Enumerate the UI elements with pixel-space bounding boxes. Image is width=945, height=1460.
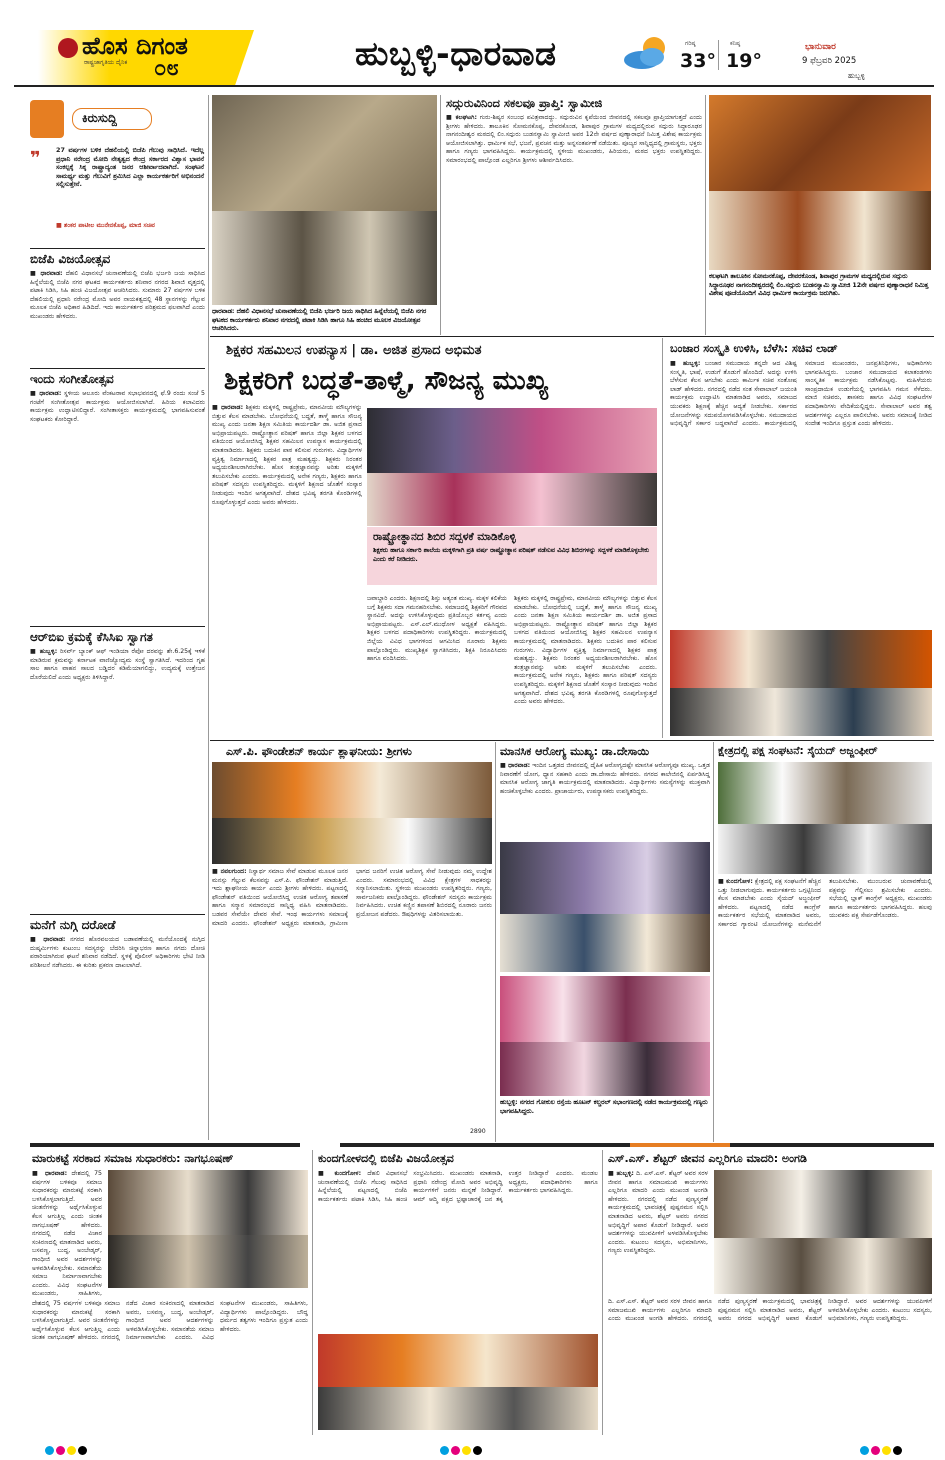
story-body-2: ■ ಹುಬ್ಬಳ್ಳಿ: ರಿಸರ್ವ್ ಬ್ಯಾಂಕ್ ಆಫ್ ಇಂಡಿಯಾ ರೆಪೋ ದರವನ್ನು ಶೇ.6.25ಕ್ಕೆ ಇಳಿಕೆ ಮಾಡಿರುವ ಕ್ರಮವನ್ನು ಕರ್ನಾಟಕ ವಾಣಿಜ್ಯೋದ್ಯಮ ಸಂಸ್ಥೆ ಸ್ವಾಗತಿಸಿದೆ. ಇದರಿಂದ ಗೃಹ ಸಾಲ ಹಾಗೂ ವಾಹನ ಸಾಲದ ಬಡ್ಡಿದರ ಕಡಿಮೆಯಾಗಲಿದ್ದು, ಉದ್ಯಮಕ್ಕೆ ಉತ್ತೇಜನ ದೊರೆಯಲಿದೆ ಎಂದು ಅಧ್ಯಕ್ಷರು ತಿಳಿಸಿದ್ದಾರೆ. (30, 648, 205, 681)
photo3-caption: ಕಲಘಟಗಿ ತಾಲೂಕಿನ ಸೋಮನಕೊಪ್ಪ, ದೇವರಕೊಂಡ, ಶಿವಾಪುರ ಗ್ರಾಮಗಳ ಮಧ್ಯದಲ್ಲಿರುವ ಸದ್ಗುರು ಸಿದ್ಧಾರೂಢರ ನಾಗನಂದೀಶ್ವರದಲ್ಲಿ ಲಿಂ.ಸದ್ಗುರು ಬುಡನಸ್ವಾಮಿ ಸ್ವಾಮೀಜಿ 12ನೇ ವರ್ಷದ ಪುಣ್ಯಾರಾಧನೆ ನಿಮಿತ್ತ ವಿಶೇಷ ಪೂಜೆಯೊಂದಿಗೆ ವಿವಿಧ ಧಾರ್ಮಿಕ ಕಾರ್ಯಕ್ರಮ ಜರುಗಿತು. (709, 273, 929, 298)
market-body-2: ದೇಶದಲ್ಲಿ 75 ವರ್ಷಗಳ ಬಳಿಕವೂ ಸಮಾಜ ಸುಧಾರಕರನ್ನು ಮಾರುಕಟ್ಟೆ ಸರಕಾಗಿ ಬಳಸಿಕೊಳ್ಳಲಾಗುತ್ತಿದೆ. ಅವರ ಚಿಂತನೆಗಳನ್ನು ಅರ್ಥೈಸಿಕೊಳ್ಳುವ ಕೆಲಸ ಆಗುತ್ತಿಲ್ಲ ಎಂದು ಚಿಂತಕ ನಾಗಭೂಷಣ್ ಹೇಳಿದರು. ನಗರದಲ್ಲಿ ನಡೆದ ವಿಚಾರ ಸಂಕಿರಣದಲ್ಲಿ ಮಾತನಾಡಿದ ಅವರು, ಬಸವಣ್ಣ, ಬುದ್ಧ, ಅಂಬೇಡ್ಕರ್, ಗಾಂಧೀಜಿ ಅವರ ಆದರ್ಶಗಳನ್ನು ಅಳವಡಿಸಿಕೊಳ್ಳಬೇಕು. ಸಮಾನತೆಯ ಸಮಾಜ ನಿರ್ಮಾಣವಾಗಬೇಕು ಎಂದರು. ವಿವಿಧ ಸಂಘಟನೆಗಳ ಮುಖಂಡರು, ಸಾಹಿತಿಗಳು, ವಿದ್ಯಾರ್ಥಿಗಳು ಪಾಲ್ಗೊಂಡಿದ್ದರು. ಬೌದ್ಧ ಧರ್ಮದ ತತ್ವಗಳು ಇಂದಿಗೂ ಪ್ರಸ್ತುತ ಎಂದು ಹೇಳಿದರು. (32, 1300, 308, 1342)
date-full: 9 ಫೆಬ್ರವರಿ 2025 (802, 56, 857, 66)
top-story-head: ಸದ್ಗುರುವಿನಿಂದ ಸಕಲವೂ ಪ್ರಾಪ್ತಿ: ಸ್ವಾಮೀಜಿ (446, 96, 603, 110)
story-head-3: ಮನೆಗೆ ನುಗ್ಗಿ ದರೋಡೆ (30, 918, 116, 932)
top-story-body: ■ ಕಲಘಟಗಿ: ಗುರು-ಶಿಷ್ಯರ ಸಂಬಂಧ ಪವಿತ್ರವಾದದ್ದು. ಸದ್ಗುರುವಿನ ಕೃಪೆಯಿಂದ ಜೀವನದಲ್ಲಿ ಸಕಲವೂ ಪ್ರಾಪ್ತಿಯಾಗುತ್ತದೆ ಎಂದು ಶ್ರೀಗಳು ಹೇಳಿದರು. ತಾಲೂಕಿನ ಸೋಮನಕೊಪ್ಪ, ದೇವರಕೊಂಡ, ಶಿವಾಪುರ ಗ್ರಾಮಗಳ ಮಧ್ಯದಲ್ಲಿರುವ ಸದ್ಗುರು ಸಿದ್ಧಾರೂಢರ ನಾಗನಂದೀಶ್ವರ ಮಠದಲ್ಲಿ ಲಿಂ.ಸದ್ಗುರು ಬುಡನಸ್ವಾಮಿ ಸ್ವಾಮೀಜಿ ಅವರ 12ನೇ ವರ್ಷದ ಪುಣ್ಯಾರಾಧನೆ ನಿಮಿತ್ತ ವಿಶೇಷ ಕಾರ್ಯಕ್ರಮ ಆಯೋಜಿಸಲಾಗಿತ್ತು. ಧಾರ್ಮಿಕ ಸಭೆ, ಭಜನೆ, ಪ್ರವಚನ ಮತ್ತು ಅನ್ನಸಂತರ್ಪಣೆ ನಡೆಯಿತು. ಪೂಜ್ಯರ ಸಾನ್ನಿಧ್ಯದಲ್ಲಿ ಗ್ರಾಮಸ್ಥರು, ಭಕ್ತರು ಹಾಗೂ ಗಣ್ಯರು ಭಾಗವಹಿಸಿದ್ದರು. ಕಾರ್ಯಕ್ರಮದಲ್ಲಿ ಸ್ಥಳೀಯ ಮುಖಂಡರು, ಹಿರಿಯರು, ಮಠದ ಭಕ್ತರು ಉಪಸ್ಥಿತರಿದ್ದರು. ಸಮಾರಂಭದಲ್ಲಿ ಪಾಲ್ಗೊಂಡ ಎಲ್ಲರಿಗೂ ಶ್ರೀಗಳು ಆಶೀರ್ವದಿಸಿದರು. (446, 114, 702, 164)
temp-max-label: ಗರಿಷ್ಠ (685, 40, 696, 47)
sp-foundation-head: ಎಸ್.ಪಿ. ಫೌಂಡೇಶನ್ ಕಾರ್ಯ ಶ್ಲಾಘನೀಯ: ಶ್ರೀಗಳು (226, 745, 412, 758)
lead-photo-caption-box (367, 527, 657, 585)
story-body-3: ■ ಧಾರವಾಡ: ನಗರದ ಹೊರವಲಯದ ಬಡಾವಣೆಯಲ್ಲಿ ಮನೆಯೊಂದಕ್ಕೆ ನುಗ್ಗಿದ ದುಷ್ಕರ್ಮಿಗಳು ಕುಟುಂಬ ಸದಸ್ಯರನ್ನು ಬೆದರಿಸಿ ಚಿನ್ನಾಭರಣ ಹಾಗೂ ನಗದು ದೋಚಿ ಪರಾರಿಯಾಗಿರುವ ಘಟನೆ ಶನಿವಾರ ನಡೆದಿದೆ. ಸ್ಥಳಕ್ಕೆ ಪೊಲೀಸ್ ಅಧಿಕಾರಿಗಳು ಭೇಟಿ ನೀಡಿ ಪರಿಶೀಲನೆ ನಡೆಸಿದರು. ಈ ಕುರಿತು ಪ್ರಕರಣ ದಾಖಲಾಗಿದೆ. (30, 936, 205, 969)
shettar-body: ■ ಹುಬ್ಬಳ್ಳಿ: ದಿ. ಎಸ್.ಎಸ್. ಶೆಟ್ಟರ್ ಅವರ ಸರಳ ಜೀವನ ಹಾಗೂ ಸಮಾಜಮುಖಿ ಕಾರ್ಯಗಳು ಎಲ್ಲರಿಗೂ ಮಾದರಿ ಎಂದು ಮುಖಂಡ ಅಂಗಡಿ ಹೇಳಿದರು. ನಗರದಲ್ಲಿ ನಡೆದ ಪುಣ್ಯಸ್ಮರಣೆ ಕಾರ್ಯಕ್ರಮದಲ್ಲಿ ಭಾವಚಿತ್ರಕ್ಕೆ ಪುಷ್ಪನಮನ ಸಲ್ಲಿಸಿ ಮಾತನಾಡಿದ ಅವರು, ಶೆಟ್ಟರ್ ಅವರು ನಗರದ ಅಭಿವೃದ್ಧಿಗೆ ಅಪಾರ ಕೊಡುಗೆ ನೀಡಿದ್ದಾರೆ. ಅವರ ಆದರ್ಶಗಳನ್ನು ಯುವಪೀಳಿಗೆ ಅಳವಡಿಸಿಕೊಳ್ಳಬೇಕು ಎಂದರು. ಕುಟುಂಬ ಸದಸ್ಯರು, ಅಭಿಮಾನಿಗಳು, ಗಣ್ಯರು ಉಪಸ್ಥಿತರಿದ್ದರು. (608, 1170, 708, 1255)
temp-max: 33° (680, 50, 716, 72)
kundgol-body: ■ ಕುಂದಗೋಳ: ದೆಹಲಿ ವಿಧಾನಸಭೆ ಚುನಾವಣೆಯಲ್ಲಿ ಬಿಜೆಪಿ ಗೆಲುವು ಸಾಧಿಸಿದ ಹಿನ್ನೆಲೆಯಲ್ಲಿ ಪಟ್ಟಣದಲ್ಲಿ ಬಿಜೆಪಿ ಕಾರ್ಯಕರ್ತರು ಪಟಾಕಿ ಸಿಡಿಸಿ, ಸಿಹಿ ಹಂಚಿ ಸಂಭ್ರಮಿಸಿದರು. ಮುಖಂಡರು ಮಾತನಾಡಿ, ಪ್ರಧಾನಿ ನರೇಂದ್ರ ಮೋದಿ ಅವರ ಅಭಿವೃದ್ಧಿ ಕಾರ್ಯಗಳಿಗೆ ಜನರು ಮನ್ನಣೆ ನೀಡಿದ್ದಾರೆ. ಆಮ್ ಆದ್ಮಿ ಪಕ್ಷದ ಭ್ರಷ್ಟಾಚಾರಕ್ಕೆ ಜನ ತಕ್ಕ ಉತ್ತರ ನೀಡಿದ್ದಾರೆ ಎಂದರು. ಮಂಡಲ ಅಧ್ಯಕ್ಷರು, ಪದಾಧಿಕಾರಿಗಳು ಹಾಗೂ ಕಾರ್ಯಕರ್ತರು ಭಾಗವಹಿಸಿದ್ದರು. (318, 1170, 598, 1203)
lead-body-3: ಶಿಕ್ಷಕರು ಮಕ್ಕಳಲ್ಲಿ ರಾಷ್ಟ್ರಪ್ರೇಮ, ಮಾನವೀಯ ಮೌಲ್ಯಗಳನ್ನು ಬಿತ್ತುವ ಕೆಲಸ ಮಾಡಬೇಕು. ಬೋಧನೆಯಲ್ಲಿ ಬದ್ಧತೆ, ತಾಳ್ಮೆ ಹಾಗೂ ಸೌಜನ್ಯ ಮುಖ್ಯ ಎಂದು ಜನತಾ ಶಿಕ್ಷಣ ಸಮಿತಿಯ ಕಾರ್ಯದರ್ಶಿ ಡಾ. ಅಜಿತ ಪ್ರಸಾದ ಅಭಿಪ್ರಾಯಪಟ್ಟರು. ರಾಷ್ಟ್ರೋತ್ಥಾನ ಪರಿಷತ್ ಹಾಗೂ ಜಿಲ್ಲಾ ಶಿಕ್ಷಕರ ಬಳಗದ ವತಿಯಿಂದ ಆಯೋಜಿಸಿದ್ದ ಶಿಕ್ಷಕರ ಸಹಮಿಲನ ಉಪನ್ಯಾಸ ಕಾರ್ಯಕ್ರಮದಲ್ಲಿ ಮಾತನಾಡಿದರು. ಶಿಕ್ಷಕರು ಬದುಕಿನ ಪಾಠ ಕಲಿಸುವ ಗುರುಗಳು. ವಿದ್ಯಾರ್ಥಿಗಳ ವ್ಯಕ್ತಿತ್ವ ನಿರ್ಮಾಣದಲ್ಲಿ ಶಿಕ್ಷಕರ ಪಾತ್ರ ಮಹತ್ವದ್ದು. ಶಿಕ್ಷಕರು ನಿರಂತರ ಅಧ್ಯಯನಶೀಲರಾಗಿರಬೇಕು. ಹೊಸ ತಂತ್ರಜ್ಞಾನವನ್ನು ಅರಿತು ಮಕ್ಕಳಿಗೆ ತಲುಪಿಸಬೇಕು ಎಂದರು. ಕಾರ್ಯಕ್ರಮದಲ್ಲಿ ಅನೇಕ ಗಣ್ಯರು, ಶಿಕ್ಷಕರು ಹಾಗೂ ಪರಿಷತ್ ಸದಸ್ಯರು ಉಪಸ್ಥಿತರಿದ್ದರು. ಮಕ್ಕಳಿಗೆ ಶಿಕ್ಷಣದ ಜೊತೆಗೆ ಸಂಸ್ಕಾರ ನೀಡುವುದು ಇಂದಿನ ಅಗತ್ಯವಾಗಿದೆ. ದೇಶದ ಭವಿಷ್ಯ ತರಗತಿ ಕೊಠಡಿಗಳಲ್ಲಿ ರೂಪುಗೊಳ್ಳುತ್ತದೆ ಎಂದು ಅವರು ಹೇಳಿದರು. (514, 595, 657, 706)
story-head-2: ಆರ್‌ಬಿಐ ಕ್ರಮಕ್ಕೆ ಕೆಸಿಸಿಐ ಸ್ವಾಗತ (30, 630, 153, 644)
date-day: ಭಾನುವಾರ (805, 42, 836, 52)
lead-body-2: ಜವಾಬ್ದಾರಿ ಎಂದರು. ಶಿಕ್ಷಣದಲ್ಲಿ ಶಿಸ್ತು ಅತ್ಯಂತ ಮುಖ್ಯ. ಮಕ್ಕಳ ಕಲಿಕೆಯ ಬಗ್ಗೆ ಶಿಕ್ಷಕರು ಸದಾ ಗಮನಹರಿಸಬೇಕು. ಸಮಾಜದಲ್ಲಿ ಶಿಕ್ಷಕರಿಗೆ ಗೌರವದ ಸ್ಥಾನವಿದೆ. ಅದನ್ನು ಉಳಿಸಿಕೊಳ್ಳುವುದು ಪ್ರತಿಯೊಬ್ಬರ ಕರ್ತವ್ಯ ಎಂದು ಅಭಿಪ್ರಾಯಪಟ್ಟರು. ಎಸ್.ಎಲ್.ಮುಧೋಳ ಅಧ್ಯಕ್ಷತೆ ವಹಿಸಿದ್ದರು. ಶಿಕ್ಷಕರ ಬಳಗದ ಪದಾಧಿಕಾರಿಗಳು ಉಪಸ್ಥಿತರಿದ್ದರು. ಕಾರ್ಯಕ್ರಮದಲ್ಲಿ ಜಿಲ್ಲೆಯ ವಿವಿಧ ಭಾಗಗಳಿಂದ ಆಗಮಿಸಿದ ನೂರಾರು ಶಿಕ್ಷಕರು ಪಾಲ್ಗೊಂಡಿದ್ದರು. ಮುಖ್ಯಶಿಕ್ಷಕ ಸ್ವಾಗತಿಸಿದರು, ಶಿಕ್ಷಕಿ ನಿರೂಪಿಸಿದರು ಹಾಗೂ ವಂದಿಸಿದರು. (367, 595, 507, 663)
lead-kicker: ಶಿಕ್ಷಕರ ಸಹಮಿಲನ ಉಪನ್ಯಾಸ | ಡಾ. ಅಜಿತ ಪ್ರಸಾದ ಅಭಿಮತ (226, 343, 482, 358)
photo-group (500, 976, 710, 1096)
photo1-caption: ಧಾರವಾಡ: ದೆಹಲಿ ವಿಧಾನಸಭೆ ಚುನಾವಣೆಯಲ್ಲಿ ಬಿಜೆಪಿ ಭರ್ಜರಿ ಜಯ ಸಾಧಿಸಿದ ಹಿನ್ನೆಲೆಯಲ್ಲಿ ಬಿಜೆಪಿ ನಗರ ಘಟಕದ ಕಾರ್ಯಕರ್ತರು ಶನಿವಾರ ನಗರದಲ್ಲಿ ಪಟಾಕಿ ಸಿಡಿಸಿ ಹಾಗೂ ಸಿಹಿ ಹಂಚಿದ ಮೂಲಕ ವಿಜಯೋತ್ಸವ ಆಚರಿಸಿದರು. (212, 308, 427, 333)
lead-headline: ಶಿಕ್ಷಕರಿಗೆ ಬದ್ಧತೆ-ತಾಳ್ಮೆ, ಸೌಜನ್ಯ ಮುಖ್ಯ (224, 366, 549, 396)
emblem-icon (58, 38, 78, 58)
mental-health-caption: ಹುಬ್ಬಳ್ಳಿ: ನಗರದ ಗೋಕುಲ ರಸ್ತೆಯ ಹೂಟನ್ ಕಲ್ಚರಲ್ ಸಭಾಂಗಣದಲ್ಲಿ ನಡೆದ ಕಾರ್ಯಕ್ರಮದಲ್ಲಿ ಗಣ್ಯರು ಭಾಗವಹಿಸಿದ್ದರು. (500, 1099, 708, 1115)
page-number: ೦೮ (154, 56, 179, 81)
banjara-body: ■ ಹುಬ್ಬಳ್ಳಿ: ಬಂಜಾರ ಸಮುದಾಯ ತನ್ನದೇ ಆದ ವಿಶಿಷ್ಟ ಸಂಸ್ಕೃತಿ, ಭಾಷೆ, ಉಡುಗೆ ತೊಡುಗೆ ಹೊಂದಿದೆ. ಅದನ್ನು ಉಳಿಸಿ ಬೆಳೆಸುವ ಕೆಲಸ ಆಗಬೇಕು ಎಂದು ಕಾರ್ಮಿಕ ಸಚಿವ ಸಂತೋಷ ಲಾಡ್ ಹೇಳಿದರು. ನಗರದಲ್ಲಿ ನಡೆದ ಸಂತ ಸೇವಾಲಾಲ್ ಜಯಂತಿ ಕಾರ್ಯಕ್ರಮ ಉದ್ಘಾಟಿಸಿ ಮಾತನಾಡಿದ ಅವರು, ಸಮಾಜದ ಯುವಕರು ಶಿಕ್ಷಣಕ್ಕೆ ಹೆಚ್ಚಿನ ಆದ್ಯತೆ ನೀಡಬೇಕು. ಸರ್ಕಾರದ ಯೋಜನೆಗಳನ್ನು ಸದುಪಯೋಗಪಡಿಸಿಕೊಳ್ಳಬೇಕು. ಸಮುದಾಯದ ಅಭಿವೃದ್ಧಿಗೆ ಸರ್ಕಾರ ಬದ್ಧವಾಗಿದೆ ಎಂದರು. ಕಾರ್ಯಕ್ರಮದಲ್ಲಿ ಸಮಾಜದ ಮುಖಂಡರು, ಜನಪ್ರತಿನಿಧಿಗಳು, ಅಧಿಕಾರಿಗಳು ಭಾಗವಹಿಸಿದ್ದರು. ಬಂಜಾರ ಸಮುದಾಯದ ಕಲಾತಂಡಗಳು ಸಾಂಸ್ಕೃತಿಕ ಕಾರ್ಯಕ್ರಮ ನಡೆಸಿಕೊಟ್ಟವು. ಮಹಿಳೆಯರು ಸಾಂಪ್ರದಾಯಿಕ ಉಡುಗೆಯಲ್ಲಿ ಭಾಗವಹಿಸಿ ಗಮನ ಸೆಳೆದರು. ಮಾಜಿ ಸಚಿವರು, ಶಾಸಕರು ಹಾಗೂ ವಿವಿಧ ಸಂಘಟನೆಗಳ ಪದಾಧಿಕಾರಿಗಳು ವೇದಿಕೆಯಲ್ಲಿದ್ದರು. ಸೇವಾಲಾಲ್ ಅವರ ತತ್ವ ಆದರ್ಶಗಳನ್ನು ಎಲ್ಲರೂ ಪಾಲಿಸಬೇಕು. ಅವರು ಸಮಾಜಕ್ಕೆ ನೀಡಿದ ಸಂದೇಶ ಇಂದಿಗೂ ಪ್ರಸ್ತುತ ಎಂದು ಹೇಳಿದರು. (670, 360, 932, 428)
masthead-logo (14, 30, 254, 86)
photo-sp-foundation (212, 762, 492, 864)
photo-bjp-celebration (212, 95, 437, 305)
sp-foundation-body: ■ ನವಲಗುಂದ: ನಿಸ್ವಾರ್ಥ ಸಮಾಜ ಸೇವೆ ಮಾಡುವ ಮೂಲಕ ಜನರ ಮನಸ್ಸು ಗೆಲ್ಲುವ ಕೆಲಸವನ್ನು ಎಸ್.ಪಿ. ಫೌಂಡೇಶನ್ ಮಾಡುತ್ತಿದೆ. ಇದು ಶ್ಲಾಘನೀಯ ಕಾರ್ಯ ಎಂದು ಶ್ರೀಗಳು ಹೇಳಿದರು. ಪಟ್ಟಣದಲ್ಲಿ ಫೌಂಡೇಶನ್ ವತಿಯಿಂದ ಆಯೋಜಿಸಿದ್ದ ಉಚಿತ ಆರೋಗ್ಯ ತಪಾಸಣೆ ಹಾಗೂ ಸನ್ಮಾನ ಸಮಾರಂಭದ ಸಾನ್ನಿಧ್ಯ ವಹಿಸಿ ಮಾತನಾಡಿದರು. ಬಡವರ ಸೇವೆಯೇ ದೇವರ ಸೇವೆ. ಇಂಥ ಕಾರ್ಯಗಳು ಸಮಾಜಕ್ಕೆ ಮಾದರಿ ಎಂದರು. ಫೌಂಡೇಶನ್ ಅಧ್ಯಕ್ಷರು ಮಾತನಾಡಿ, ಗ್ರಾಮೀಣ ಭಾಗದ ಜನರಿಗೆ ಉಚಿತ ಆರೋಗ್ಯ ಸೇವೆ ನೀಡುವುದು ನಮ್ಮ ಉದ್ದೇಶ ಎಂದರು. ಸಮಾರಂಭದಲ್ಲಿ ವಿವಿಧ ಕ್ಷೇತ್ರಗಳ ಸಾಧಕರನ್ನು ಸನ್ಮಾನಿಸಲಾಯಿತು. ಸ್ಥಳೀಯ ಮುಖಂಡರು ಉಪಸ್ಥಿತರಿದ್ದರು. ಗಣ್ಯರು, ಸಾರ್ವಜನಿಕರು ಪಾಲ್ಗೊಂಡಿದ್ದರು. ಫೌಂಡೇಶನ್ ಸದಸ್ಯರು ಕಾರ್ಯಕ್ರಮ ನಿರ್ವಹಿಸಿದರು. ಉಚಿತ ಕಣ್ಣಿನ ತಪಾಸಣೆ ಶಿಬಿರದಲ್ಲಿ ನೂರಾರು ಜನರು ಪ್ರಯೋಜನ ಪಡೆದರು. ಔಷಧಿಗಳನ್ನು ವಿತರಿಸಲಾಯಿತು. (212, 868, 492, 927)
market-head: ಮಾರುಕಟ್ಟೆ ಸರಕಾದ ಸಮಾಜ ಸುಧಾರಕರು: ನಾಗಭೂಷಣ್ (32, 1152, 234, 1165)
quote-mark-icon: ❞ (30, 148, 41, 169)
temp-min-label: ಕನಿಷ್ಠ (730, 40, 741, 47)
photo-shettar-tribute (714, 1170, 932, 1294)
photo-seminar (108, 1170, 308, 1288)
party-org-head: ಕ್ಷೇತ್ರದಲ್ಲಿ ಪಕ್ಷ ಸಂಘಟನೆ: ಸೈಯದ್ ಅಜ್ಜಂಫೀರ್ (718, 745, 878, 757)
kundgol-head: ಕುಂದಗೋಳದಲ್ಲಿ ಬಿಜೆಪಿ ವಿಜಯೋತ್ಸವ (318, 1152, 454, 1165)
mental-health-head: ಮಾನಸಿಕ ಆರೋಗ್ಯ ಮುಖ್ಯ: ಡಾ.ದೇಸಾಯಿ (500, 745, 650, 758)
party-org-body: ■ ಕುಂದಗೋಳ: ಕ್ಷೇತ್ರದಲ್ಲಿ ಪಕ್ಷ ಸಂಘಟನೆಗೆ ಹೆಚ್ಚಿನ ಒತ್ತು ನೀಡಲಾಗುವುದು. ಕಾರ್ಯಕರ್ತರು ಒಗ್ಗಟ್ಟಿನಿಂದ ಕೆಲಸ ಮಾಡಬೇಕು ಎಂದು ಸೈಯದ್ ಅಜ್ಜಂಫೀರ್ ಹೇಳಿದರು. ಪಟ್ಟಣದಲ್ಲಿ ನಡೆದ ಕಾಂಗ್ರೆಸ್ ಕಾರ್ಯಕರ್ತರ ಸಭೆಯಲ್ಲಿ ಮಾತನಾಡಿದ ಅವರು, ಸರ್ಕಾರದ ಗ್ಯಾರಂಟಿ ಯೋಜನೆಗಳನ್ನು ಮನೆಮನೆಗೆ ತಲುಪಿಸಬೇಕು. ಮುಂಬರುವ ಚುನಾವಣೆಯಲ್ಲಿ ಪಕ್ಷವನ್ನು ಗೆಲ್ಲಿಸಲು ಶ್ರಮಿಸಬೇಕು ಎಂದರು. ಸಭೆಯಲ್ಲಿ ಬ್ಲಾಕ್ ಕಾಂಗ್ರೆಸ್ ಅಧ್ಯಕ್ಷರು, ಮುಖಂಡರು ಹಾಗೂ ಕಾರ್ಯಕರ್ತರು ಭಾಗವಹಿಸಿದ್ದರು. ಹಲವು ಯುವಕರು ಪಕ್ಷ ಸೇರ್ಪಡೆಗೊಂಡರು. (718, 878, 932, 928)
banjara-head: ಬಂಜಾರ ಸಂಸ್ಕೃತಿ ಉಳಿಸಿ, ಬೆಳೆಸಿ: ಸಚಿವ ಲಾಡ್ (670, 342, 838, 355)
print-registration-marks-center (440, 1440, 484, 1459)
lead-photo-caption-title: ರಾಷ್ಟ್ರೋತ್ಥಾನದ ಶಿಬಿರ ಸದ್ಬಳಕೆ ಮಾಡಿಕೊಳ್ಳಿ (373, 531, 516, 543)
paper-tagline: ರಾಷ್ಟ್ರಜಾಗೃತಿಯ ದೈನಿಕ (84, 59, 128, 66)
lead-body: ■ ಧಾರವಾಡ: ಶಿಕ್ಷಕರು ಮಕ್ಕಳಲ್ಲಿ ರಾಷ್ಟ್ರಪ್ರೇಮ, ಮಾನವೀಯ ಮೌಲ್ಯಗಳನ್ನು ಬಿತ್ತುವ ಕೆಲಸ ಮಾಡಬೇಕು. ಬೋಧನೆಯಲ್ಲಿ ಬದ್ಧತೆ, ತಾಳ್ಮೆ ಹಾಗೂ ಸೌಜನ್ಯ ಮುಖ್ಯ ಎಂದು ಜನತಾ ಶಿಕ್ಷಣ ಸಮಿತಿಯ ಕಾರ್ಯದರ್ಶಿ ಡಾ. ಅಜಿತ ಪ್ರಸಾದ ಅಭಿಪ್ರಾಯಪಟ್ಟರು. ರಾಷ್ಟ್ರೋತ್ಥಾನ ಪರಿಷತ್ ಹಾಗೂ ಜಿಲ್ಲಾ ಶಿಕ್ಷಕರ ಬಳಗದ ವತಿಯಿಂದ ಆಯೋಜಿಸಿದ್ದ ಶಿಕ್ಷಕರ ಸಹಮಿಲನ ಉಪನ್ಯಾಸ ಕಾರ್ಯಕ್ರಮದಲ್ಲಿ ಮಾತನಾಡಿದರು. ಶಿಕ್ಷಕರು ಬದುಕಿನ ಪಾಠ ಕಲಿಸುವ ಗುರುಗಳು. ವಿದ್ಯಾರ್ಥಿಗಳ ವ್ಯಕ್ತಿತ್ವ ನಿರ್ಮಾಣದಲ್ಲಿ ಶಿಕ್ಷಕರ ಪಾತ್ರ ಮಹತ್ವದ್ದು. ಶಿಕ್ಷಕರು ನಿರಂತರ ಅಧ್ಯಯನಶೀಲರಾಗಿರಬೇಕು. ಹೊಸ ತಂತ್ರಜ್ಞಾನವನ್ನು ಅರಿತು ಮಕ್ಕಳಿಗೆ ತಲುಪಿಸಬೇಕು ಎಂದರು. ಕಾರ್ಯಕ್ರಮದಲ್ಲಿ ಅನೇಕ ಗಣ್ಯರು, ಶಿಕ್ಷಕರು ಹಾಗೂ ಪರಿಷತ್ ಸದಸ್ಯರು ಉಪಸ್ಥಿತರಿದ್ದರು. ಮಕ್ಕಳಿಗೆ ಶಿಕ್ಷಣದ ಜೊತೆಗೆ ಸಂಸ್ಕಾರ ನೀಡುವುದು ಇಂದಿನ ಅಗತ್ಯವಾಗಿದೆ. ದೇಶದ ಭವಿಷ್ಯ ತರಗತಿ ಕೊಠಡಿಗಳಲ್ಲಿ ರೂಪುಗೊಳ್ಳುತ್ತದೆ ಎಂದು ಅವರು ಹೇಳಿದರು. (212, 404, 362, 506)
photo-math-ritual (709, 95, 931, 270)
photo-party-meeting (718, 762, 932, 874)
temp-min: 19° (726, 50, 762, 72)
print-registration-marks (45, 1440, 89, 1459)
story-body-1: ■ ಧಾರವಾಡ: ಸ್ಥಳೀಯ ಆಲೂರು ವೆಂಕಟರಾವ ಸಭಾಭವನದಲ್ಲಿ ಫೆ.9 ರಂದು ಸಂಜೆ 5 ಗಂಟೆಗೆ ಸಂಗೀತೋತ್ಸವ ಕಾರ್ಯಕ್ರಮ ಆಯೋಜಿಸಲಾಗಿದೆ. ಹಿರಿಯ ಕಲಾವಿದರು ಕಾರ್ಯಕ್ರಮ ಉದ್ಘಾಟಿಸಲಿದ್ದಾರೆ. ಸಂಗೀತಾಸಕ್ತರು ಕಾರ್ಯಕ್ರಮದಲ್ಲಿ ಭಾಗವಹಿಸುವಂತೆ ಸಂಘಟಕರು ಕೋರಿದ್ದಾರೆ. (30, 390, 205, 423)
print-registration-marks-right (860, 1440, 904, 1459)
mental-health-body: ■ ಧಾರವಾಡ: ಇಂದಿನ ಒತ್ತಡದ ಜೀವನದಲ್ಲಿ ದೈಹಿಕ ಆರೋಗ್ಯದಷ್ಟೇ ಮಾನಸಿಕ ಆರೋಗ್ಯವೂ ಮುಖ್ಯ. ಒತ್ತಡ ನಿವಾರಣೆಗೆ ಯೋಗ, ಧ್ಯಾನ ಸಹಕಾರಿ ಎಂದು ಡಾ.ದೇಸಾಯಿ ಹೇಳಿದರು. ನಗರದ ಕಾಲೇಜಿನಲ್ಲಿ ಏರ್ಪಡಿಸಿದ್ದ ಮಾನಸಿಕ ಆರೋಗ್ಯ ಜಾಗೃತಿ ಕಾರ್ಯಕ್ರಮದಲ್ಲಿ ಮಾತನಾಡಿದರು. ವಿದ್ಯಾರ್ಥಿಗಳು ಸಮಸ್ಯೆಗಳನ್ನು ಮುಕ್ತವಾಗಿ ಹಂಚಿಕೊಳ್ಳಬೇಕು ಎಂದರು. ಪ್ರಾಚಾರ್ಯರು, ಉಪನ್ಯಾಸಕರು ಉಪಸ್ಥಿತರಿದ್ದರು. (500, 762, 710, 795)
sp-foundation-count: 2890 (470, 1128, 486, 1135)
market-body: ■ ಧಾರವಾಡ: ದೇಶದಲ್ಲಿ 75 ವರ್ಷಗಳ ಬಳಿಕವೂ ಸಮಾಜ ಸುಧಾರಕರನ್ನು ಮಾರುಕಟ್ಟೆ ಸರಕಾಗಿ ಬಳಸಿಕೊಳ್ಳಲಾಗುತ್ತಿದೆ. ಅವರ ಚಿಂತನೆಗಳನ್ನು ಅರ್ಥೈಸಿಕೊಳ್ಳುವ ಕೆಲಸ ಆಗುತ್ತಿಲ್ಲ ಎಂದು ಚಿಂತಕ ನಾಗಭೂಷಣ್ ಹೇಳಿದರು. ನಗರದಲ್ಲಿ ನಡೆದ ವಿಚಾರ ಸಂಕಿರಣದಲ್ಲಿ ಮಾತನಾಡಿದ ಅವರು, ಬಸವಣ್ಣ, ಬುದ್ಧ, ಅಂಬೇಡ್ಕರ್, ಗಾಂಧೀಜಿ ಅವರ ಆದರ್ಶಗಳನ್ನು ಅಳವಡಿಸಿಕೊಳ್ಳಬೇಕು. ಸಮಾನತೆಯ ಸಮಾಜ ನಿರ್ಮಾಣವಾಗಬೇಕು ಎಂದರು. ವಿವಿಧ ಸಂಘಟನೆಗಳ ಮುಖಂಡರು, ಸಾಹಿತಿಗಳು, (32, 1170, 102, 1298)
bottom-section-bar (30, 1143, 934, 1147)
photo-kundgol-celebration (318, 1334, 598, 1430)
hand-icon (30, 100, 64, 138)
photo-banjara-event (670, 630, 932, 736)
brief-quote-author: ■ ಶಂಕರ ಪಾಟೀಲ ಮುನೇನಕೊಪ್ಪ, ಮಾಜಿ ಸಚಿವ (56, 222, 155, 229)
paper-name: ಹೊಸ ದಿಗಂತ (82, 32, 188, 60)
story-head-1: ಇಂದು ಸಂಗೀತೋತ್ಸವ (30, 372, 114, 386)
lead-photo-caption: ಶಿಕ್ಷಕರು ಹಾಗೂ ಸರ್ಕಾರಿ ಶಾಲೆಯ ಮಕ್ಕಳಿಗಾಗಿ ಪ್ರತಿ ವರ್ಷ ರಾಷ್ಟ್ರೋತ್ಥಾನ ಪರಿಷತ್ ನಡೆಸುವ ವಿವಿಧ ಶಿಬಿರಗಳನ್ನು ಸದ್ಬಳಕೆ ಮಾಡಿಕೊಳ್ಳಬೇಕು ಎಂದು ಕರೆ ನೀಡಿದರು. (373, 547, 649, 563)
brief-quote: 27 ವರ್ಷಗಳ ಬಳಿಕ ದೆಹಲಿಯಲ್ಲಿ ಬಿಜೆಪಿ ಗೆಲುವು ಸಾಧಿಸಿದೆ. ಇದೆಲ್ಲ ಪ್ರಧಾನಿ ನರೇಂದ್ರ ಮೋದಿ ನೇತೃತ್ವದ ಕೇಂದ್ರ ಸರ್ಕಾರದ ವಿಶ್ವಾಸ ಭಾವನೆ ಸಂಕಲ್ಪಕ್ಕೆ ಸಿಕ್ಕ ರಾಷ್ಟ್ರಾದ್ಯಂತ ಜನರ ಆಶೀರ್ವಾದವಾಗಿದೆ. ಸಂಘಟನೆ ಸಾಮರ್ಥ್ಯ ಮತ್ತು ಗೆಲುವಿಗೆ ಶ್ರಮಿಸಿದ ಎಲ್ಲಾ ಕಾರ್ಯಕರ್ತರಿಗೆ ಅಭಿನಂದನೆ ಸಲ್ಲಿಸುತ್ತೇನೆ. (56, 146, 204, 189)
photo-mental-health (500, 842, 710, 972)
story-body-0: ■ ಧಾರವಾಡ: ದೆಹಲಿ ವಿಧಾನಸಭೆ ಚುನಾವಣೆಯಲ್ಲಿ ಬಿಜೆಪಿ ಭರ್ಜರಿ ಜಯ ಸಾಧಿಸಿದ ಹಿನ್ನೆಲೆಯಲ್ಲಿ ಬಿಜೆಪಿ ನಗರ ಘಟಕದ ಕಾರ್ಯಕರ್ತರು ಶನಿವಾರ ನಗರದ ಶಿವಾಜಿ ವೃತ್ತದಲ್ಲಿ ಪಟಾಕಿ ಸಿಡಿಸಿ, ಸಿಹಿ ಹಂಚಿ ವಿಜಯೋತ್ಸವ ಆಚರಿಸಿದರು. ಸುಮಾರು 27 ವರ್ಷಗಳ ಬಳಿಕ ದೆಹಲಿಯಲ್ಲಿ ಪ್ರಧಾನಿ ನರೇಂದ್ರ ಮೋದಿ ಅವರ ನಾಯಕತ್ವದಲ್ಲಿ 48 ಸ್ಥಾನಗಳನ್ನು ಗೆಲ್ಲುವ ಮೂಲಕ ಬಿಜೆಪಿ ಅಧಿಕಾರ ಹಿಡಿದಿದೆ. ಇದು ಕಾರ್ಯಕರ್ತರ ಪರಿಶ್ರಮದ ಫಲವಾಗಿದೆ ಎಂದು ಮುಖಂಡರು ಹೇಳಿದರು. (30, 270, 205, 320)
weather-sun-cloud-icon (622, 34, 674, 72)
city-label: ಹುಬ್ಬಳ್ಳಿ (848, 72, 865, 80)
shettar-body-2: ದಿ. ಎಸ್.ಎಸ್. ಶೆಟ್ಟರ್ ಅವರ ಸರಳ ಜೀವನ ಹಾಗೂ ಸಮಾಜಮುಖಿ ಕಾರ್ಯಗಳು ಎಲ್ಲರಿಗೂ ಮಾದರಿ ಎಂದು ಮುಖಂಡ ಅಂಗಡಿ ಹೇಳಿದರು. ನಗರದಲ್ಲಿ ನಡೆದ ಪುಣ್ಯಸ್ಮರಣೆ ಕಾರ್ಯಕ್ರಮದಲ್ಲಿ ಭಾವಚಿತ್ರಕ್ಕೆ ಪುಷ್ಪನಮನ ಸಲ್ಲಿಸಿ ಮಾತನಾಡಿದ ಅವರು, ಶೆಟ್ಟರ್ ಅವರು ನಗರದ ಅಭಿವೃದ್ಧಿಗೆ ಅಪಾರ ಕೊಡುಗೆ ನೀಡಿದ್ದಾರೆ. ಅವರ ಆದರ್ಶಗಳನ್ನು ಯುವಪೀಳಿಗೆ ಅಳವಡಿಸಿಕೊಳ್ಳಬೇಕು ಎಂದರು. ಕುಟುಂಬ ಸದಸ್ಯರು, ಅಭಿಮಾನಿಗಳು, ಗಣ್ಯರು ಉಪಸ್ಥಿತರಿದ್ದರು. (608, 1298, 932, 1323)
edition-title: ಹುಬ್ಬಳ್ಳಿ-ಧಾರವಾಡ (355, 34, 557, 73)
brief-section-head (30, 100, 190, 140)
shettar-head: ಎಸ್.ಎಸ್. ಶೆಟ್ಟರ್ ಜೀವನ ಎಲ್ಲರಿಗೂ ಮಾದರಿ: ಅಂಗಡಿ (608, 1152, 807, 1165)
photo-teacher-event (367, 408, 657, 526)
masthead-rule (14, 85, 934, 87)
story-head-0: ಬಿಜೆಪಿ ವಿಜಯೋತ್ಸವ (30, 252, 111, 266)
brief-title: ಕಿರುಸುದ್ದಿ (82, 111, 117, 125)
